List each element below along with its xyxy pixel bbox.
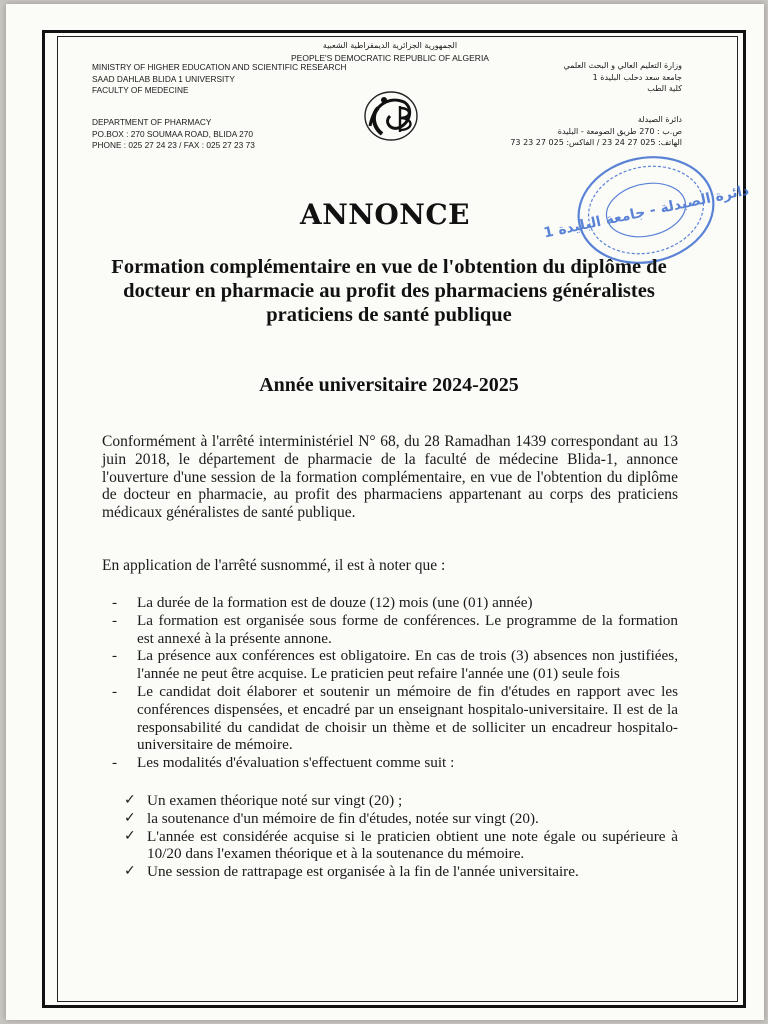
stamp-text: دائرة الصيدلة - جامعة البليدة 1: [542, 182, 751, 242]
pobox-line: PO.BOX : 270 SOUMAA ROAD, BLIDA 270: [92, 128, 253, 139]
university-logo-icon: [360, 86, 422, 144]
department-contact-left: [92, 117, 392, 152]
list-item: - Les modalités d'évaluation s'effectuent comme suit :: [112, 754, 678, 772]
check-item: ✓ Un examen théorique noté sur vingt (20) ;: [124, 792, 678, 810]
institution-left: [92, 62, 392, 97]
phone-line: PHONE : 025 27 24 23 / FAX : 025 27 23 73: [92, 140, 255, 150]
academic-year: Année universitaire 2024-2025: [259, 374, 519, 396]
list-item: - Le candidat doit élaborer et soutenir un mémoire de fin d'études en rapport avec les conférences dispensées, et encadré par un enseignant hospitalo-universitaire. Il est de la responsabilité du candidat de choisir un thème et de solliciter un encadreur hospitalo-universitaire de mémoire.: [112, 683, 678, 754]
ministry-line: MINISTRY OF HIGHER EDUCATION AND SCIENTIFIC RESEARCH: [92, 62, 347, 72]
list-item: - La présence aux conférences est obligatoire. En cas de trois (3) absences non justifiées, l'année ne peut être acquise. Le praticien peut refaire l'année une (01) seule fois: [112, 647, 678, 683]
republic-arabic: الجمهورية الجزائرية الديمقراطية الشعبية: [322, 41, 458, 50]
check-item: ✓ Une session de rattrapage est organisée à la fin de l'année universitaire.: [124, 863, 678, 881]
university-line: SAAD DAHLAB BLIDA 1 UNIVERSITY: [92, 73, 235, 84]
conditions-list: [112, 594, 678, 772]
official-stamp-icon: [542, 150, 751, 270]
check-item: ✓ la soutenance d'un mémoire de fin d'études, notée sur vingt (20).: [124, 810, 678, 828]
ministry-arabic: وزارة التعليم العالي و البحث العلمي: [563, 61, 682, 70]
faculty-line: FACULTY OF MEDECINE: [92, 85, 189, 95]
list-item: - La formation est organisée sous forme de conférences. Le programme de la formation est annexé à la présente annone.: [112, 612, 678, 648]
check-item: ✓ L'année est considérée acquise si le praticien obtient une note égale ou supérieure à 10/20 dans l'examen théorique et à la soutenance du mémoire.: [124, 828, 678, 864]
department-arabic: دائرة الصيدلة: [637, 115, 682, 124]
department-contact-right-arabic: [382, 114, 682, 149]
institution-right-arabic: [422, 60, 682, 95]
phone-arabic: الهاتف: 025 27 24 23 / الفاكس: 025 27 23 73: [510, 138, 682, 147]
application-paragraph: En application de l'arrêté susnommé, il est à noter que :: [102, 557, 446, 574]
university-arabic: جامعة سعد دحلب البليدة 1: [592, 72, 682, 82]
announcement-subtitle: Formation complémentaire en vue de l'obtention du diplôme de docteur en pharmacie au profit des pharmaciens généralistes praticiens de santé publique: [111, 256, 667, 326]
list-item: - La durée de la formation est de douze (12) mois (une (01) année): [112, 594, 678, 612]
intro-paragraph: Conformément à l'arrêté interministériel N° 68, du 28 Ramadhan 1439 correspondant au 13 juin 2018, le département de pharmacie de la faculté de médecine Blida-1, annonce l'ouverture d'une session de la formation complémentaire, en vue de l'obtention du diplôme de docteur en pharmacie, au profit des pharmaciens appartenant au corps des praticiens médicaux généralistes de santé publique.: [102, 433, 678, 522]
department-line: DEPARTMENT OF PHARMACY: [92, 117, 212, 127]
pobox-arabic: ص.ب : 270 طريق الصومعة - البليدة: [557, 126, 682, 136]
evaluation-list: [124, 792, 678, 881]
announcement-title: ANNONCE: [299, 198, 471, 231]
faculty-arabic: كلية الطب: [647, 84, 682, 93]
republic-english: PEOPLE'S DEMOCRATIC REPUBLIC OF ALGERIA: [291, 53, 489, 63]
